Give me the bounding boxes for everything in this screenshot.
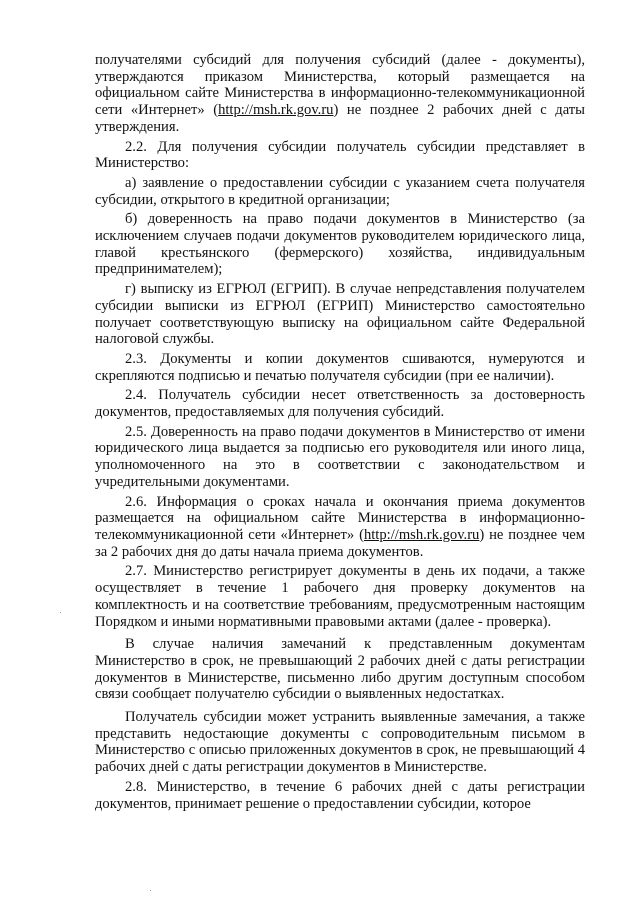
paragraph-text-after-link: ) не позднее чем за 2 рабочих дня до даты начала приема документов. [95,526,585,560]
paragraph-2-3: 2.3. Документы и копии документов сшиваются, нумеруются и скрепляются подписью и печатью получателя субсидии (при ее наличии). [95,350,585,384]
paragraph-text-before-link: 2.6. Информация о сроках начала и окончания приема документов размещается на официальном сайте Министерства в информационно-телекоммуникационной сети «Интернет» ( [95,493,585,543]
paragraph-2-2: 2.2. Для получения субсидии получатель субсидии представляет в Министерство: [95,138,585,172]
paragraph-2-6 [95,494,585,561]
paragraph-2-5: 2.5. Доверенность на право подачи документов в Министерство от имени юридического лица выдается за подписью его руководителя или иного лица, уполномоченного на это в соответствии с законодательством и учредительными документами. [95,423,585,490]
paragraph-text-before-link: получателями субсидий для получения субсидий (далее - документы), утверждаются приказом Министерства, который размещается на официальном сайте Министерства в информационно-телекоммуникационной сети «Интернет» ( [95,52,585,119]
paragraph-2-8: 2.8. Министерство, в течение 6 рабочих дней с даты регистрации документов, принимает решение о предоставлении субсидии, которое [95,778,585,812]
paragraph-text-after-link: ) не позднее 2 рабочих дней с даты утверждения. [95,102,585,135]
list-item-a: а) заявление о предоставлении субсидии с указанием счета получателя субсидии, открытого в кредитной организации; [95,174,585,208]
paragraph-corrections: Получатель субсидии может устранить выявленные замечания, а также представить недостающие документы с сопроводительным письмом в Министерство с описью приложенных документов в срок, не превышающий 4 рабочих дней с даты регистрации документов в Министерстве. [95,709,585,776]
paragraph-continuation [95,52,585,136]
list-item-b: б) доверенность на право подачи документов в Министерство (за исключением случаев подачи документов руководителем юридического лица, главой крестьянского (фермерского) хозяйства, индивидуальным предпринимателем); [95,211,585,278]
document-page [95,52,585,812]
paragraph-2-7: 2.7. Министерство регистрирует документы в день их подачи, а также осуществляет в течение 1 рабочего дня проверку документов на комплектность и на соответствие требованиям, предусмотренным настоящим Порядком и иными нормативными правовыми актами (далее - проверка). [95,563,585,630]
paragraph-2-4: 2.4. Получатель субсидии несет ответственность за достоверность документов, предоставляемых для получения субсидий. [95,387,585,421]
website-link[interactable]: http://msh.rk.gov.ru [218,102,334,119]
scan-speck [150,890,151,891]
scan-speck [60,612,61,613]
paragraph-remarks: В случае наличия замечаний к представленным документам Министерство в срок, не превышающий 2 рабочих дней с даты регистрации документов в Министерстве, письменно либо другим доступным способом связи сообщает получателю субсидии о выявленных недостатках. [95,636,585,703]
website-link[interactable]: http://msh.rk.gov.ru [363,526,480,543]
list-item-g: г) выписку из ЕГРЮЛ (ЕГРИП). В случае непредставления получателем субсидии выписки из ЕГРЮЛ (ЕГРИП) Министерство самостоятельно получает соответствующую выписку на официальном сайте Федеральной налоговой службы. [95,281,585,348]
